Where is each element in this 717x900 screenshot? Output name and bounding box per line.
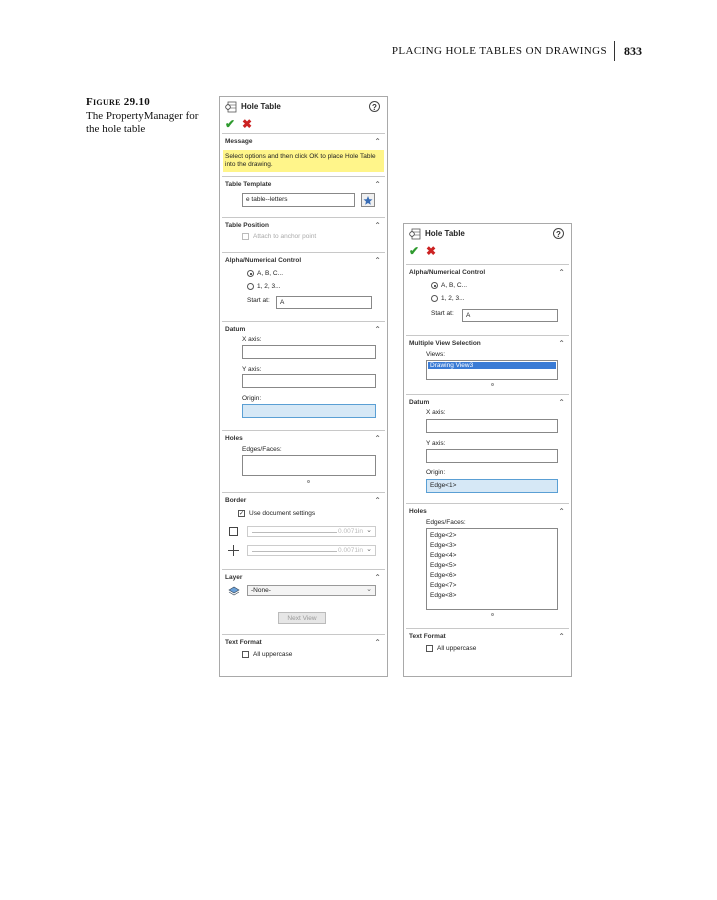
- letters-label: A, B, C...: [257, 270, 284, 277]
- text-format-title: Text Format: [409, 633, 446, 640]
- message-text: Select options and then click OK to place Hole Table into the drawing.: [223, 150, 384, 172]
- border-section: [222, 492, 385, 569]
- chevron-up-icon[interactable]: ⌃: [558, 507, 565, 516]
- chevron-down-icon: ⌄: [366, 586, 372, 593]
- list-item[interactable]: Edge<2>: [430, 532, 457, 539]
- alpha-numerical-section: [406, 264, 569, 335]
- layer-value: -None-: [251, 587, 271, 594]
- table-position-section: [222, 217, 385, 252]
- chevron-up-icon[interactable]: ⌃: [374, 325, 381, 334]
- holes-title: Holes: [409, 508, 427, 515]
- hole-table-icon: [409, 228, 421, 240]
- datum-header[interactable]: [406, 395, 569, 409]
- ok-checkmark-icon[interactable]: ✔: [409, 244, 420, 258]
- list-item[interactable]: Edge<8>: [430, 592, 457, 599]
- start-at-label: Start at:: [431, 310, 454, 317]
- hole-table-property-manager-2: [403, 223, 572, 677]
- origin-input[interactable]: [242, 404, 376, 418]
- grid-border-thickness-dropdown[interactable]: [247, 545, 376, 556]
- template-input[interactable]: e table--letters: [242, 193, 355, 207]
- letters-label: A, B, C...: [441, 282, 468, 289]
- origin-label: Origin:: [242, 395, 262, 402]
- cancel-x-icon[interactable]: ✖: [242, 117, 253, 131]
- chevron-up-icon[interactable]: ⌃: [374, 137, 381, 146]
- numbers-label: 1, 2, 3...: [257, 283, 281, 290]
- chevron-up-icon[interactable]: ⌃: [374, 573, 381, 582]
- message-title: Message: [225, 138, 253, 145]
- resize-handle-icon[interactable]: [491, 613, 494, 616]
- message-section: [222, 133, 385, 176]
- origin-label: Origin:: [426, 469, 446, 476]
- browse-template-icon[interactable]: [361, 193, 375, 207]
- box-border-icon: [229, 527, 238, 536]
- alpha-numerical-title: Alpha/Numerical Control: [409, 269, 486, 276]
- list-item[interactable]: Edge<5>: [430, 562, 457, 569]
- x-axis-label: X axis:: [426, 409, 446, 416]
- hole-table-icon: [225, 101, 237, 113]
- use-document-settings-label: Use document settings: [249, 510, 316, 517]
- list-item[interactable]: Edge<3>: [430, 542, 457, 549]
- figure-caption: [86, 96, 211, 136]
- ok-checkmark-icon[interactable]: ✔: [225, 117, 236, 131]
- y-axis-input[interactable]: [242, 374, 376, 388]
- letters-radio[interactable]: [247, 270, 254, 277]
- page-number: 833: [624, 43, 642, 58]
- table-template-header[interactable]: [222, 177, 385, 191]
- line-sample: [252, 532, 337, 533]
- chevron-up-icon[interactable]: ⌃: [558, 268, 565, 277]
- views-label: Views:: [426, 351, 446, 358]
- panel-header: [220, 97, 387, 117]
- chevron-up-icon[interactable]: ⌃: [558, 632, 565, 641]
- origin-input[interactable]: Edge<1>: [426, 479, 558, 493]
- datum-title: Datum: [225, 326, 246, 333]
- numbers-radio[interactable]: [431, 295, 438, 302]
- table-position-header[interactable]: [222, 218, 385, 232]
- chevron-up-icon[interactable]: ⌃: [374, 638, 381, 647]
- border-title: Border: [225, 497, 247, 504]
- chevron-down-icon: ⌄: [366, 546, 372, 553]
- text-format-title: Text Format: [225, 639, 262, 646]
- resize-handle-icon[interactable]: [491, 383, 494, 386]
- ok-cancel-row: [404, 244, 571, 260]
- x-axis-label: X axis:: [242, 336, 262, 343]
- box-border-value: 0.0071in: [338, 528, 363, 535]
- list-item[interactable]: Edge<7>: [430, 582, 457, 589]
- x-axis-input[interactable]: [426, 419, 558, 433]
- datum-section: [222, 321, 385, 430]
- multiple-view-selection-section: [406, 335, 569, 394]
- attach-anchor-checkbox[interactable]: [242, 233, 249, 240]
- attach-anchor-label: Attach to anchor point: [253, 233, 317, 240]
- chevron-down-icon: ⌄: [366, 527, 372, 534]
- layers-icon: [228, 586, 240, 596]
- border-header[interactable]: [222, 493, 385, 507]
- all-uppercase-checkbox[interactable]: [426, 645, 433, 652]
- edges-faces-list[interactable]: [426, 528, 558, 610]
- chevron-up-icon[interactable]: ⌃: [374, 256, 381, 265]
- multiple-view-title: Multiple View Selection: [409, 340, 481, 347]
- message-header[interactable]: [222, 134, 385, 148]
- start-at-input[interactable]: A: [276, 296, 372, 309]
- panel-header: [404, 224, 571, 244]
- cancel-x-icon[interactable]: ✖: [426, 244, 437, 258]
- holes-section: [222, 430, 385, 492]
- y-axis-label: Y axis:: [242, 366, 262, 373]
- table-template-title: Table Template: [225, 181, 272, 188]
- table-template-section: [222, 176, 385, 217]
- all-uppercase-checkbox[interactable]: [242, 651, 249, 658]
- chevron-up-icon[interactable]: ⌃: [558, 339, 565, 348]
- holes-title: Holes: [225, 435, 243, 442]
- views-list[interactable]: [426, 360, 558, 380]
- multiple-view-header[interactable]: [406, 336, 569, 350]
- numbers-radio[interactable]: [247, 283, 254, 290]
- panel-title: Hole Table: [241, 102, 281, 111]
- datum-header[interactable]: [222, 322, 385, 336]
- text-format-section: [222, 634, 385, 671]
- alpha-numerical-header[interactable]: [222, 253, 385, 267]
- edges-faces-label: Edges/Faces:: [242, 446, 282, 453]
- layer-title: Layer: [225, 574, 243, 581]
- alpha-numerical-title: Alpha/Numerical Control: [225, 257, 302, 264]
- layer-header[interactable]: [222, 570, 385, 584]
- holes-header[interactable]: [406, 504, 569, 518]
- numbers-label: 1, 2, 3...: [441, 295, 465, 302]
- running-head: [392, 41, 642, 61]
- panel-title: Hole Table: [425, 229, 465, 238]
- text-format-header[interactable]: [406, 629, 569, 643]
- edges-faces-label: Edges/Faces:: [426, 519, 466, 526]
- alpha-numerical-header[interactable]: [406, 265, 569, 279]
- next-view-button[interactable]: Next View: [278, 612, 326, 624]
- table-position-title: Table Position: [225, 222, 269, 229]
- holes-header[interactable]: [222, 431, 385, 445]
- y-axis-label: Y axis:: [426, 440, 446, 447]
- running-head-rule: [614, 41, 615, 61]
- layer-dropdown[interactable]: [247, 585, 376, 596]
- running-head-title: PLACING HOLE TABLES ON DRAWINGS: [391, 45, 607, 57]
- x-axis-input[interactable]: [242, 345, 376, 359]
- datum-section: [406, 394, 569, 503]
- chevron-up-icon[interactable]: ⌃: [374, 221, 381, 230]
- chevron-up-icon[interactable]: ⌃: [374, 180, 381, 189]
- all-uppercase-label: All uppercase: [437, 645, 477, 652]
- edges-faces-list[interactable]: [242, 455, 376, 476]
- ok-cancel-row: [220, 117, 387, 133]
- box-border-thickness-dropdown[interactable]: [247, 526, 376, 537]
- chevron-up-icon[interactable]: ⌃: [558, 398, 565, 407]
- text-format-section: [406, 628, 569, 665]
- alpha-numerical-section: [222, 252, 385, 321]
- letters-radio[interactable]: [431, 282, 438, 289]
- star-folder-icon: [362, 195, 374, 207]
- hole-table-property-manager-1: [219, 96, 388, 677]
- text-format-header[interactable]: [222, 635, 385, 649]
- list-item[interactable]: Edge<6>: [430, 572, 457, 579]
- y-axis-input[interactable]: [426, 449, 558, 463]
- resize-handle-icon[interactable]: [307, 480, 310, 483]
- start-at-label: Start at:: [247, 297, 270, 304]
- grid-border-value: 0.0071in: [338, 547, 363, 554]
- chevron-up-icon[interactable]: ⌃: [374, 434, 381, 443]
- all-uppercase-label: All uppercase: [253, 651, 293, 658]
- help-icon[interactable]: ?: [369, 101, 380, 112]
- line-sample: [252, 551, 337, 552]
- use-document-settings-checkbox[interactable]: ✓: [239, 511, 245, 517]
- start-at-input[interactable]: A: [462, 309, 558, 322]
- figure-label: Figure 29.10: [86, 96, 151, 108]
- list-item[interactable]: Edge<4>: [430, 552, 457, 559]
- holes-section: [406, 503, 569, 628]
- layer-section: [222, 569, 385, 634]
- help-icon[interactable]: ?: [553, 228, 564, 239]
- figure-text: The PropertyManager for the hole table: [86, 110, 199, 135]
- chevron-up-icon[interactable]: ⌃: [374, 496, 381, 505]
- drawing-view-item[interactable]: Drawing View3: [428, 362, 556, 369]
- datum-title: Datum: [409, 399, 430, 406]
- grid-border-icon: [228, 545, 239, 556]
